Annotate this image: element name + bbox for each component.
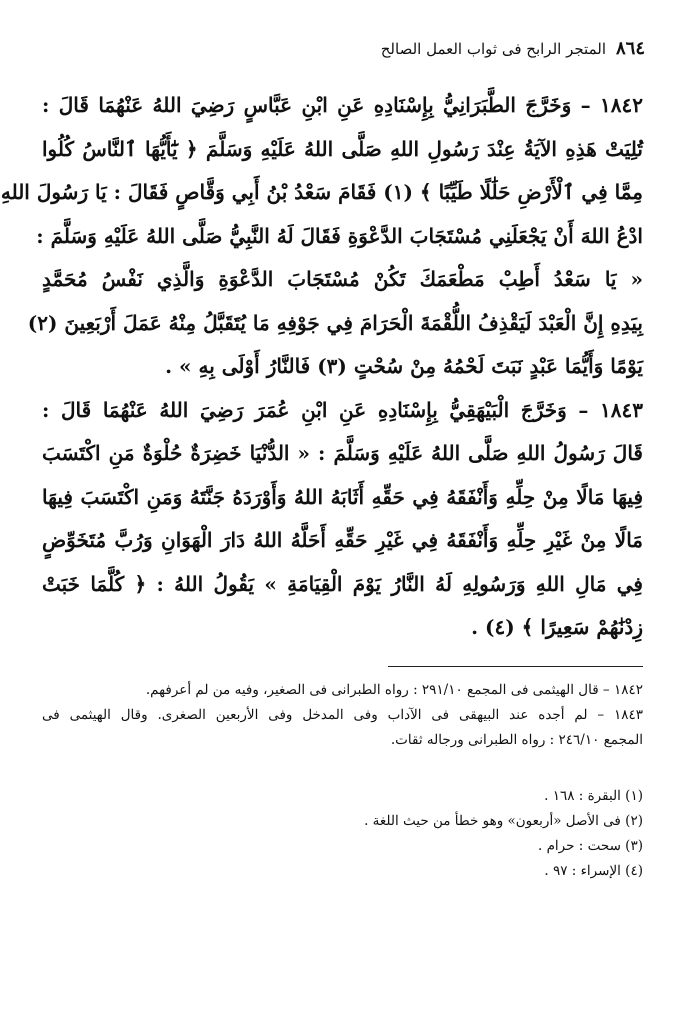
note-line: ١٨٤٣ – لم أجده عند البيهقى فى الآداب وفى المدخل وفى الأربعين الصغرى. وقال الهيثمى فى (42, 707, 643, 723)
text-line: ١٨٤٣ – وَخَرَّجَ الْبَيْهَقِيُّ بِإِسْنَادِهِ عَنِ ابْنِ عُمَرَ رَضِيَ اللهُ عَنْهُمَا قَالَ : (42, 397, 643, 422)
note-line: ١٨٤٢ – قال الهيثمى فى المجمع ٢٩١/١٠ : رواه الطبرانى فى الصغير، وفيه من لم أعرفهم. (145, 682, 643, 698)
footnote: (٤) الإسراء : ٩٧ . (544, 863, 643, 879)
text-line: ادْعُ اللهَ أَنْ يَجْعَلَنِي مُسْتَجَابَ الدَّعْوَةِ فَقَالَ لَهُ النَّبِيُّ صَلَّى اللهُ عَلَيْهِ وَسَلَّمَ : (36, 223, 643, 248)
text-line: مِمَّا فِي ٱلْأَرْضِ حَلَٰلًا طَيِّبًا ﴾ (١) فَقَامَ سَعْدُ بْنُ أَبِي وَقَّاصٍ فَقَالَ : يَا رَسُولَ اللهِ (0, 180, 643, 204)
text-line: ١٨٤٢ – وَخَرَّجَ الطَّبَرَانِيُّ بِإِسْنَادِهِ عَنِ ابْنِ عَبَّاسٍ رَضِيَ اللهُ عَنْهُمَا قَالَ : (42, 93, 643, 117)
hadith-notes (42, 678, 643, 753)
text-line: « يَا سَعْدُ أَطِبْ مَطْعَمَكَ تَكُنْ مُسْتَجَابَ الدَّعْوَةِ وَالَّذِي نَفْسُ مُحَمَّدٍ (42, 267, 643, 291)
text-line: بِيَدِهِ إِنَّ الْعَبْدَ لَيَقْذِفُ اللُّقْمَةَ الْحَرَامَ فِي جَوْفِهِ مَا يُتَقَبَّلُ مِنْهُ عَمَلَ أَرْبَعِينَ (٢) (27, 310, 643, 335)
text-line: تُلِيَتْ هَذِهِ الآيَةُ عِنْدَ رَسُولِ اللهِ صَلَّى اللهُ عَلَيْهِ وَسَلَّمَ ﴿ يَٰٓأَيُّهَا ٱلنَّاسُ كُلُوا (42, 136, 643, 161)
book-title: المتجر الرابح فى ثواب العمل الصالح (380, 40, 606, 58)
page-number: ٨٦٤ (615, 38, 645, 59)
text-line: فِي مَالِ اللهِ وَرَسُولِهِ لَهُ النَّارُ يَوْمَ الْقِيَامَةِ » يَقُولُ اللهُ : ﴿ كُلَّمَا خَبَتْ (42, 571, 643, 596)
text-line: قَالَ رَسُولُ اللهِ صَلَّى اللهُ عَلَيْهِ وَسَلَّمَ : « الدُّنْيَا خَضِرَةٌ حُلْوَةٌ مَنِ اكْتَسَبَ (42, 441, 643, 465)
main-text (0, 84, 644, 650)
footnotes (42, 784, 643, 884)
notes-divider (388, 666, 643, 667)
footnote: (١) البقرة : ١٦٨ . (544, 788, 643, 804)
note-line: المجمع ٢٤٦/١٠ : رواه الطبرانى ورجاله ثقات. (390, 732, 643, 748)
text-line: فِيهَا مَالًا مِنْ حِلِّهِ وَأَنْفَقَهُ فِي حَقِّهِ أَثَابَهُ اللهُ وَأَوْرَدَهُ جَنَّتَهُ وَمَنِ اكْتَسَبَ فِيهَا (42, 484, 644, 509)
text-line: يَوْمًا وَأَيُّمَا عَبْدٍ نَبَتَ لَحْمُهُ مِنْ سُحْتٍ (٣) فَالنَّارُ أَوْلَى بِهِ » . (165, 354, 643, 378)
footnote: (٢) فى الأصل «أربعون» وهو خطأ من حيث اللغة . (364, 813, 643, 829)
footnote: (٣) سحت : حرام . (537, 838, 643, 854)
text-line: مَالًا مِنْ غَيْرِ حِلِّهِ وَأَنْفَقَهُ فِي غَيْرِ حَقِّهِ أَحَلَّهُ اللهُ دَارَ الْهَوَانِ وَرُبَّ مُتَخَوِّضٍ (42, 528, 643, 552)
running-header (40, 38, 645, 64)
text-line: زِدْنَٰهُمْ سَعِيرًا ﴾ (٤) . (471, 615, 643, 639)
